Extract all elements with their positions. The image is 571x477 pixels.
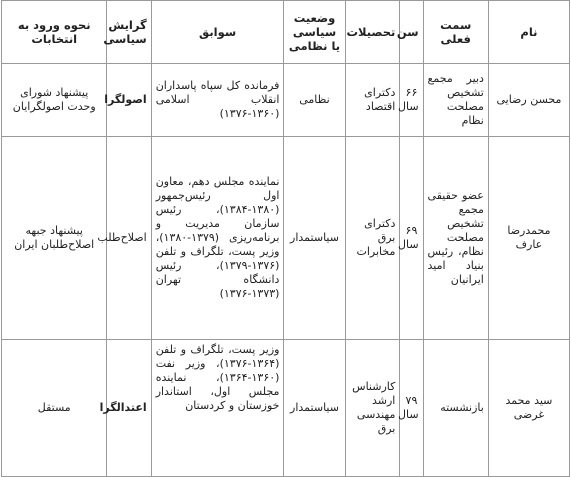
cell-education: دکترای اقتصاد: [345, 64, 400, 137]
header-row: [2, 1, 570, 64]
header-age: سن: [400, 1, 423, 64]
table-row: [2, 137, 570, 340]
table-row: [2, 64, 570, 137]
cell-status: سیاستمدار: [284, 340, 345, 477]
cell-education: دکترای برق مخابرات: [345, 137, 400, 340]
cell-orientation: اصولگرا: [107, 64, 151, 137]
cell-entry: پیشنهاد شورای وحدت اصولگرایان: [2, 64, 107, 137]
cell-age: ۶۹ سال: [400, 137, 423, 340]
header-status: وضعیت سیاسی یا نظامی: [284, 1, 345, 64]
cell-orientation: اصلاح‌طلب: [107, 137, 151, 340]
cell-education: کارشناس ارشد مهندسی برق: [345, 340, 400, 477]
header-orientation: گرایش سیاسی: [107, 1, 151, 64]
cell-entry: پیشنهاد جبهه اصلاح‌طلبان ایران: [2, 137, 107, 340]
cell-name: محمدرضا عارف: [488, 137, 569, 340]
header-background: سوابق: [151, 1, 284, 64]
header-position: سمت فعلی: [423, 1, 488, 64]
table-row: [2, 340, 570, 477]
header-name: نام: [488, 1, 569, 64]
header-entry: نحوه ورود به انتخابات: [2, 1, 107, 64]
cell-position: دبیر مجمع تشخیص مصلحت نظام: [423, 64, 488, 137]
cell-status: نظامی: [284, 64, 345, 137]
candidates-table: [1, 0, 570, 477]
cell-background: فرمانده کل سپاه پاسداران انقلاب اسلامی (۱۳۶۰-۱۳۷۶): [151, 64, 284, 137]
cell-entry: مستقل: [2, 340, 107, 477]
cell-orientation: اعتدالگرا: [107, 340, 151, 477]
cell-position: عضو حقیقی مجمع تشخیص مصلحت نظام، رئیس بنیاد امید ایرانیان: [423, 137, 488, 340]
cell-age: ۶۶ سال: [400, 64, 423, 137]
header-education: تحصیلات: [345, 1, 400, 64]
cell-age: ۷۹ سال: [400, 340, 423, 477]
cell-background: نماینده مجلس دهم، معاون اول رئیس‌جمهور (۱۳۸۰-۱۳۸۴)، رئیس سازمان مدیریت و برنامه‌ریزی (۱۳۷۹-۱۳۸۰)، وزیر پست، تلگراف و تلفن (۱۳۷۶-۱۳۷۹)، رئیس دانشگاه تهران (۱۳۷۳-۱۳۷۶): [151, 137, 284, 340]
cell-name: سید محمد غرضی: [488, 340, 569, 477]
cell-position: بازنشسته: [423, 340, 488, 477]
cell-background: وزیر پست، تلگراف و تلفن (۱۳۶۴-۱۳۷۶)، وزیر نفت (۱۳۶۰-۱۳۶۴)، نماینده مجلس اول، استاندار خوزستان و کردستان: [151, 340, 284, 477]
cell-status: سیاستمدار: [284, 137, 345, 340]
cell-name: محسن رضایی: [488, 64, 569, 137]
